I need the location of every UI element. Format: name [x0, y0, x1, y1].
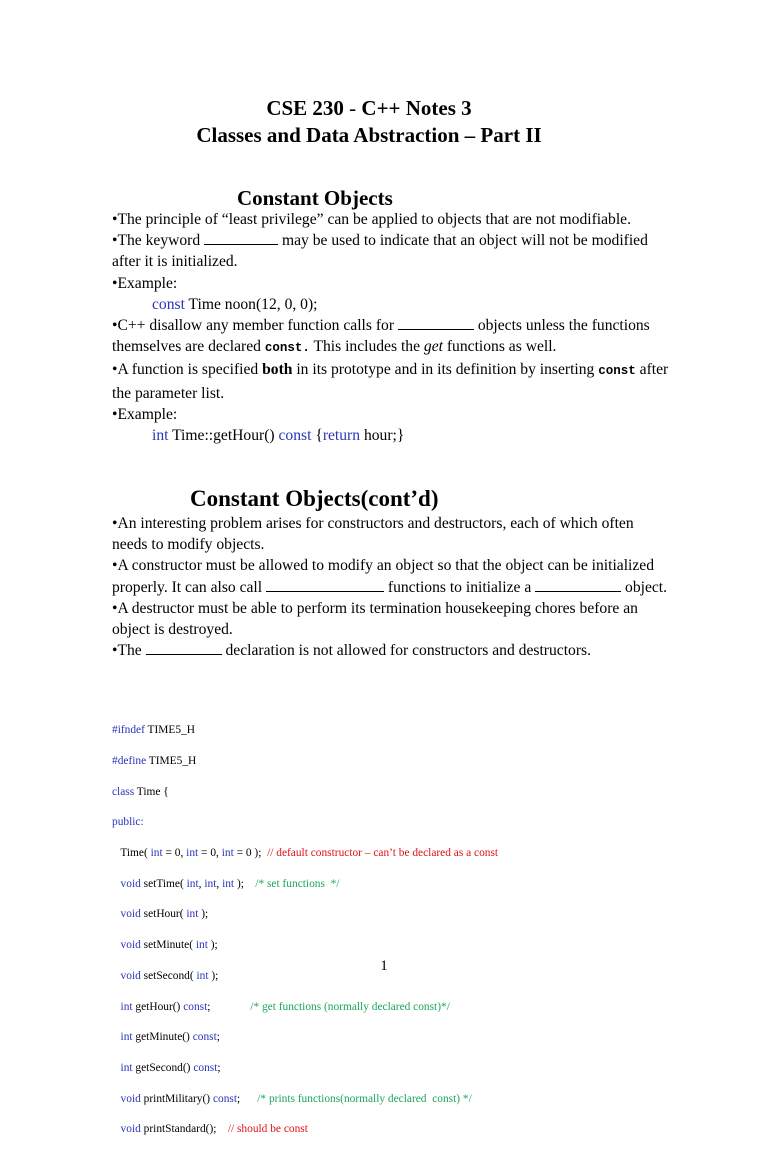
paragraph-example-label: •Example: — [112, 274, 178, 292]
code-line: void setMinute( int ); — [120, 939, 218, 952]
paragraph-least-privilege: •The principle of “least privilege” can be applied to objects that are not modifiable. — [112, 211, 631, 228]
code-line: #define TIME5_H — [112, 755, 197, 768]
code-line: void printMilitary() const; /* prints functions(normally declared const) */ — [120, 1092, 472, 1105]
code-line: public: — [112, 816, 144, 829]
code-line: #ifndef TIME5_H — [112, 724, 196, 737]
code-line: void setTime( int, int, int ); /* set functions */ — [120, 877, 340, 890]
paragraph-constructor: •A constructor must be allowed to modify an object so that the object can be initialized properly. It can also call functions to initialize a object. — [112, 557, 668, 596]
page-number: 1 — [380, 958, 388, 974]
paragraph-example-label: •Example: — [112, 405, 178, 423]
code-example-const-time: const Time noon(12, 0, 0); — [152, 295, 318, 313]
fill-in-blank — [204, 232, 278, 245]
fill-in-blank — [266, 579, 384, 592]
code-line: void printStandard(); // should be const — [120, 1123, 308, 1136]
code-line: class Time { — [112, 785, 169, 798]
fill-in-blank — [398, 317, 474, 330]
code-line: void setHour( int ); — [120, 908, 209, 921]
paragraph-keyword: •The keyword may be used to indicate that an object will not be modified after it is initialized. — [112, 232, 648, 271]
code-line: Time( int = 0, int = 0, int = 0 ); // default constructor – can’t be declared as a const — [112, 847, 499, 860]
code-line: int getSecond() const; — [120, 1061, 221, 1074]
section-heading-constant-objects-contd: Constant Objects(cont’d) — [190, 486, 439, 511]
fill-in-blank — [146, 642, 222, 655]
code-listing-time5h — [112, 708, 712, 1153]
section-heading-constant-objects: Constant Objects — [237, 186, 393, 210]
section1-body — [112, 209, 672, 446]
paragraph-function-specified: •A function is specified both in its prototype and in its definition by inserting const after the parameter list. — [112, 361, 669, 402]
code-line: int getMinute() const; — [120, 1031, 220, 1044]
page-title: CSE 230 - C++ Notes 3 — [266, 96, 472, 120]
paragraph-destructor: •A destructor must be able to perform its termination housekeeping chores before an object is destroyed. — [112, 599, 638, 639]
paragraph-declaration: •The declaration is not allowed for constructors and destructors. — [112, 642, 591, 660]
code-line: int getHour() const; /* get functions (normally declared const)*/ — [120, 1000, 450, 1013]
paragraph-disallow: •C++ disallow any member function calls for objects unless the functions themselves are declared const. This includes the get functions as well. — [112, 317, 650, 356]
fill-in-blank — [535, 579, 621, 592]
code-example-gethour: int Time::getHour() const {return hour;} — [152, 427, 405, 445]
section2-body — [112, 513, 672, 661]
paragraph-interesting-problem: •An interesting problem arises for constructors and destructors, each of which often needs to modify objects. — [112, 515, 634, 554]
page-subtitle: Classes and Data Abstraction – Part II — [196, 123, 542, 147]
code-line: void setSecond( int ); — [120, 969, 219, 982]
